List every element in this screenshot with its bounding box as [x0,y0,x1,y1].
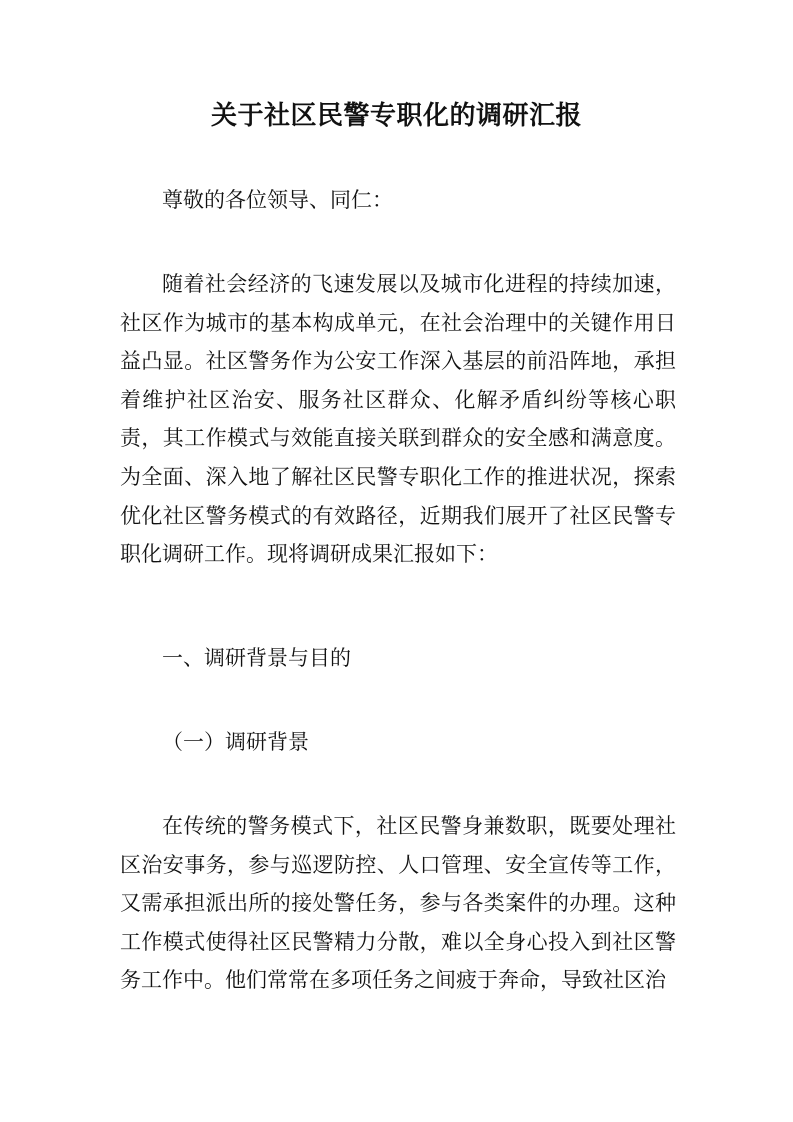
background-paragraph: 在传统的警务模式下，社区民警身兼数职，既要处理社区治安事务，参与巡逻防控、人口管理、安全宣传等工作，又需承担派出所的接处警任务，参与各类案件的办理。这种工作模式使得社区民警精力分散，难以全身心投入到社区警务工作中。他们常常在多项任务之间疲于奔命，导致社区治 [120,814,676,993]
document-title: 关于社区民警专职化的调研汇报 [210,101,582,131]
intro-paragraph: 随着社会经济的飞速发展以及城市化进程的持续加速，社区作为城市的基本构成单元，在社会治理中的关键作用日益凸显。社区警务作为公安工作深入基层的前沿阵地，承担着维护社区治安、服务社区群众、化解矛盾纠纷等核心职责，其工作模式与效能直接关联到群众的安全感和满意度。为全面、深入地了解社区民警专职化工作的推进状况，探索优化社区警务模式的有效路径，近期我们展开了社区民警专职化调研工作。现将调研成果汇报如下： [120,272,676,567]
subsection-heading: （一）调研背景 [162,730,309,754]
section-heading: 一、调研背景与目的 [162,646,351,670]
greeting-line: 尊敬的各位领导、同仁： [162,188,393,212]
